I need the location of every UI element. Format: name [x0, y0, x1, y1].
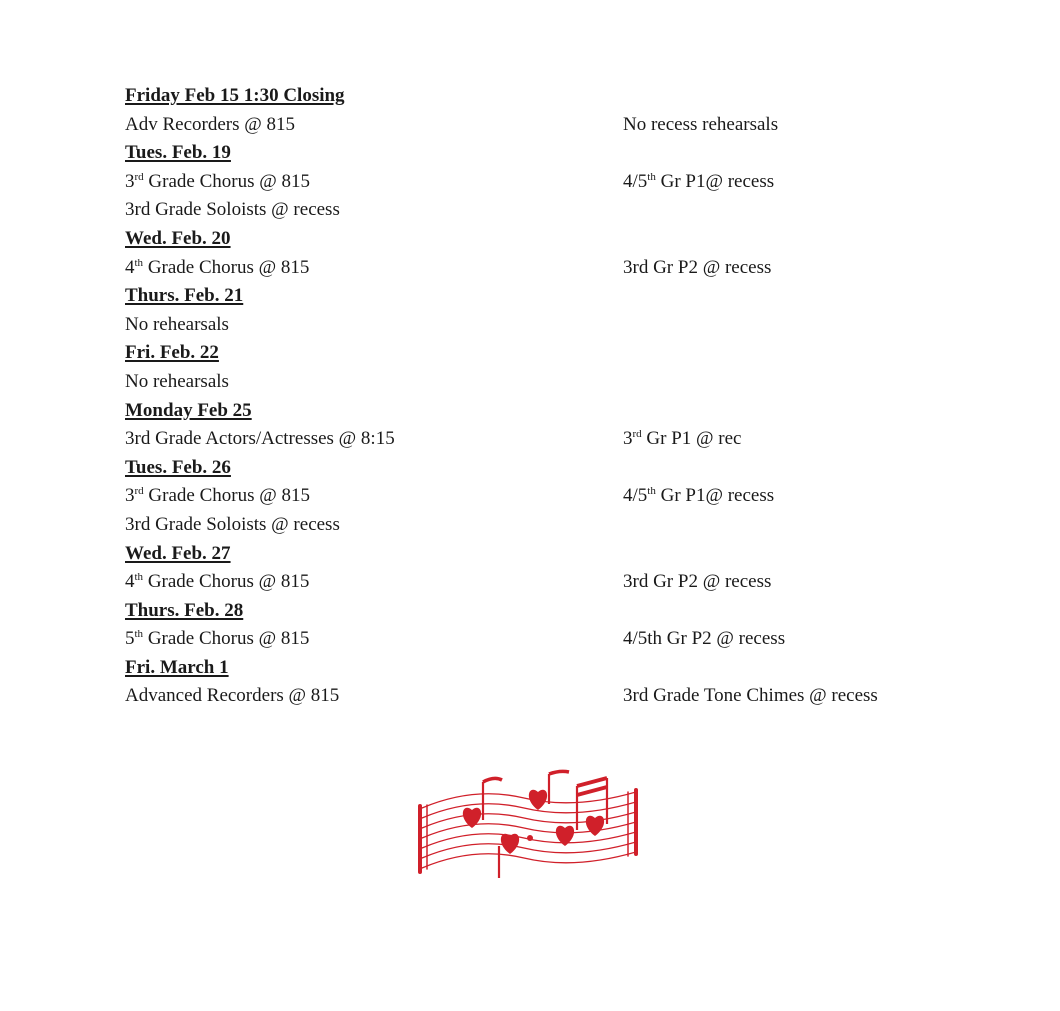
- text-segment: 4: [125, 571, 135, 593]
- rehearsal-row: [125, 168, 1005, 197]
- day-heading: [125, 397, 1005, 426]
- day-heading: [125, 454, 1005, 483]
- day-heading-label: Thurs. Feb. 21: [125, 285, 244, 307]
- ordinal-suffix: th: [134, 256, 144, 269]
- morning-rehearsal: [125, 368, 229, 397]
- text-segment: 4/5: [623, 170, 648, 192]
- rehearsal-schedule: [125, 82, 1005, 711]
- day-heading: [125, 540, 1005, 569]
- day-heading-label: Fri. Feb. 22: [125, 342, 219, 364]
- morning-rehearsal: [125, 111, 295, 140]
- recess-rehearsal: [623, 425, 741, 454]
- text-segment: Grade Chorus @ 815: [143, 170, 310, 192]
- text-segment: Gr P1 @ rec: [641, 428, 742, 450]
- music-staff: [420, 790, 636, 872]
- recess-rehearsal: [623, 254, 771, 283]
- recess-rehearsal: [623, 111, 778, 140]
- ordinal-suffix: rd: [632, 428, 642, 441]
- text-segment: No rehearsals: [125, 313, 229, 335]
- text-segment: 3rd Grade Soloists @ recess: [125, 513, 340, 535]
- day-heading: [125, 282, 1005, 311]
- rehearsal-row: [125, 368, 1005, 397]
- day-heading: [125, 82, 1005, 111]
- day-heading-label: Tues. Feb. 26: [125, 456, 231, 478]
- text-segment: 3rd Gr P2 @ recess: [623, 571, 772, 593]
- rehearsal-row: [125, 254, 1005, 283]
- day-heading-label: Wed. Feb. 27: [125, 542, 231, 564]
- day-heading-label: Thurs. Feb. 28: [125, 599, 244, 621]
- morning-rehearsal: [125, 511, 340, 540]
- text-segment: 4: [125, 256, 135, 278]
- recess-rehearsal: [623, 682, 878, 711]
- rehearsal-row: [125, 568, 1005, 597]
- day-heading: [125, 654, 1005, 683]
- rehearsal-row: [125, 111, 1005, 140]
- rehearsal-row: [125, 425, 1005, 454]
- text-segment: 3: [623, 428, 633, 450]
- ordinal-suffix: th: [647, 170, 656, 183]
- day-heading-label: Tues. Feb. 19: [125, 142, 231, 164]
- rehearsal-row: [125, 311, 1005, 340]
- text-segment: 3rd Gr P2 @ recess: [623, 256, 772, 278]
- ordinal-suffix: th: [647, 485, 656, 498]
- rehearsal-row: [125, 482, 1005, 511]
- day-heading-label: Monday Feb 25: [125, 399, 252, 421]
- text-segment: Grade Chorus @ 815: [143, 485, 310, 507]
- music-hearts-icon: [414, 768, 646, 880]
- text-segment: Grade Chorus @ 815: [143, 628, 310, 650]
- ordinal-suffix: rd: [134, 485, 144, 498]
- text-segment: Gr P1@ recess: [655, 485, 775, 507]
- recess-rehearsal: [623, 625, 785, 654]
- rehearsal-row: [125, 196, 1005, 225]
- day-heading: [125, 339, 1005, 368]
- morning-rehearsal: [125, 254, 309, 283]
- day-heading-label: Friday Feb 15 1:30 Closing: [125, 85, 345, 106]
- text-segment: 4/5: [623, 485, 648, 507]
- morning-rehearsal: [125, 311, 229, 340]
- recess-rehearsal: [623, 568, 771, 597]
- morning-rehearsal: [125, 425, 395, 454]
- text-segment: No recess rehearsals: [623, 113, 779, 135]
- morning-rehearsal: [125, 482, 310, 511]
- text-segment: Adv Recorders @ 815: [125, 113, 295, 135]
- text-segment: Gr P1@ recess: [655, 170, 775, 192]
- recess-rehearsal: [623, 168, 774, 197]
- ordinal-suffix: rd: [134, 170, 144, 183]
- day-heading: [125, 597, 1005, 626]
- text-segment: 3rd Grade Actors/Actresses @ 8:15: [125, 428, 395, 450]
- day-heading: [125, 225, 1005, 254]
- text-segment: Grade Chorus @ 815: [143, 256, 310, 278]
- text-segment: 5: [125, 628, 135, 650]
- rehearsal-row: [125, 682, 1005, 711]
- day-heading: [125, 139, 1005, 168]
- text-segment: No rehearsals: [125, 370, 229, 392]
- day-heading-label: Wed. Feb. 20: [125, 227, 231, 249]
- rehearsal-row: [125, 511, 1005, 540]
- text-segment: 4/5th Gr P2 @ recess: [623, 628, 786, 650]
- morning-rehearsal: [125, 168, 310, 197]
- recess-rehearsal: [623, 482, 774, 511]
- text-segment: 3rd Grade Tone Chimes @ recess: [623, 685, 878, 707]
- morning-rehearsal: [125, 682, 339, 711]
- text-segment: 3rd Grade Soloists @ recess: [125, 199, 340, 221]
- ordinal-suffix: th: [134, 628, 144, 641]
- morning-rehearsal: [125, 196, 340, 225]
- morning-rehearsal: [125, 568, 309, 597]
- text-segment: 3: [125, 485, 135, 507]
- day-heading-label: Fri. March 1: [125, 656, 229, 678]
- heart-note: [529, 790, 547, 810]
- text-segment: 3: [125, 170, 135, 192]
- text-segment: Grade Chorus @ 815: [143, 571, 310, 593]
- morning-rehearsal: [125, 625, 309, 654]
- text-segment: Advanced Recorders @ 815: [125, 685, 340, 707]
- rehearsal-row: [125, 625, 1005, 654]
- heart-note: [586, 816, 604, 836]
- ordinal-suffix: th: [134, 571, 144, 584]
- heart-note: [501, 834, 519, 854]
